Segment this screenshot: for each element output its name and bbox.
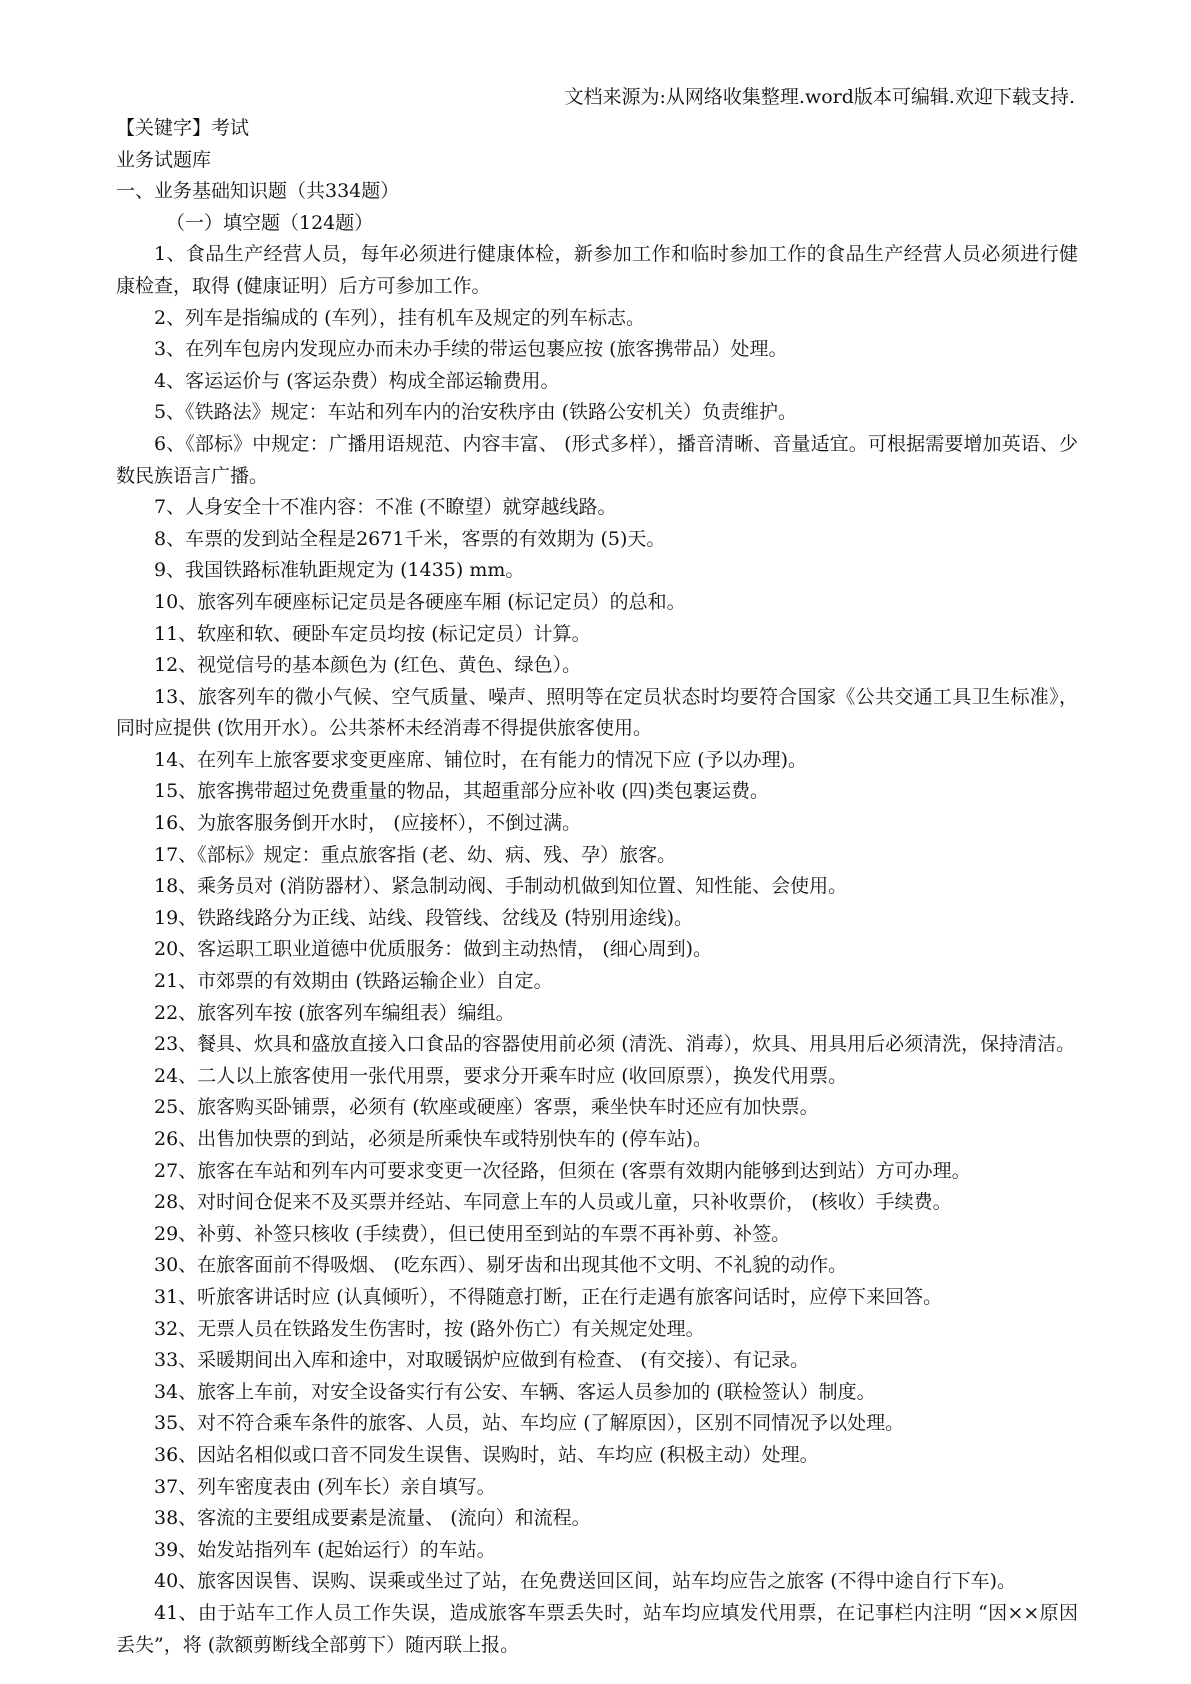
question-item-2: 2、列车是指编成的 (车列），挂有机车及规定的列车标志。	[154, 306, 646, 329]
question-item-9: 9、我国铁路标准轨距规定为 (1435) mm。	[154, 559, 525, 582]
question-item-19: 19、铁路线路分为正线、站线、段管线、岔线及 (特别用途线)。	[154, 906, 694, 929]
question-item-7: 7、人身安全十不准内容：不准 (不瞭望）就穿越线路。	[154, 496, 617, 519]
question-item-29: 29、补剪、补签只核收 (手续费），但已使用至到站的车票不再补剪、补签。	[154, 1222, 791, 1245]
question-item-27: 27、旅客在车站和列车内可要求变更一次径路，但须在 (客票有效期内能够到达到站）方可办理。	[154, 1159, 971, 1182]
question-item-21: 21、市郊票的有效期由 (铁路运输企业）自定。	[154, 970, 553, 993]
question-item-10: 10、旅客列车硬座标记定员是各硬座车厢 (标记定员）的总和。	[154, 590, 686, 613]
source-note: 文档来源为:从网络收集整理.word版本可编辑.欢迎下载支持.	[564, 86, 1075, 108]
question-item-5: 5、《铁路法》规定：车站和列车内的治安秩序由 (铁路公安机关）负责维护。	[154, 401, 798, 424]
question-item-41: 41、由于站车工作人员工作失误，造成旅客车票丢失时，站车均应填发代用票，在记事栏内注明 “因××原因丢失”，将 (款额剪断线全部剪下）随丙联上报。	[116, 1601, 1078, 1656]
question-item-20: 20、客运职工职业道德中优质服务：做到主动热情， (细心周到)。	[154, 938, 713, 961]
keywords-line: 【关键字】考试	[116, 117, 250, 139]
question-item-32: 32、无票人员在铁路发生伤害时，按 (路外伤亡）有关规定处理。	[154, 1317, 705, 1340]
question-item-17: 17、《部标》规定：重点旅客指 (老、幼、病、残、孕）旅客。	[154, 843, 677, 866]
question-item-14: 14、在列车上旅客要求变更座席、铺位时，在有能力的情况下应 (予以办理)。	[154, 748, 808, 771]
question-item-16: 16、为旅客服务倒开水时， (应接杯），不倒过满。	[154, 812, 582, 835]
question-item-4: 4、客运运价与 (客运杂费）构成全部运输费用。	[154, 369, 560, 392]
question-item-11: 11、软座和软、硬卧车定员均按 (标记定员）计算。	[154, 622, 591, 645]
question-item-15: 15、旅客携带超过免费重量的物品，其超重部分应补收 (四)类包裹运费。	[154, 780, 770, 803]
question-item-40: 40、旅客因误售、误购、误乘或坐过了站，在免费送回区间，站车均应告之旅客 (不得中途自行下车)。	[154, 1570, 1017, 1593]
question-item-6: 6、《部标》中规定：广播用语规范、内容丰富、 (形式多样），播音清晰、音量适宜。可根据需要增加英语、少数民族语言广播。	[116, 432, 1078, 487]
question-item-30: 30、在旅客面前不得吸烟、 (吃东西）、剔牙齿和出现其他不文明、不礼貌的动作。	[154, 1254, 848, 1277]
document-title: 业务试题库	[116, 148, 212, 171]
section-heading: 一、业务基础知识题（共334题）	[116, 180, 400, 203]
question-item-12: 12、视觉信号的基本颜色为 (红色、黄色、绿色）。	[154, 654, 582, 677]
question-item-28: 28、对时间仓促来不及买票并经站、车同意上车的人员或儿童，只补收票价， (核收）手续费。	[154, 1191, 952, 1214]
question-item-39: 39、始发站指列车 (起始运行）的车站。	[154, 1538, 496, 1561]
question-item-25: 25、旅客购买卧铺票，必须有 (软座或硬座）客票，乘坐快车时还应有加快票。	[154, 1096, 819, 1119]
question-item-13: 13、旅客列车的微小气候、空气质量、噪声、照明等在定员状态时均要符合国家《公共交通工具卫生标准》，同时应提供 (饮用开水）。公共茶杯未经消毒不得提供旅客使用。	[116, 685, 1078, 740]
question-item-31: 31、听旅客讲话时应 (认真倾听），不得随意打断，正在行走遇有旅客问话时，应停下来回答。	[154, 1285, 943, 1308]
question-item-18: 18、乘务员对 (消防器材）、紧急制动阀、手制动机做到知位置、知性能、会使用。	[154, 875, 848, 898]
question-item-38: 38、客流的主要组成要素是流量、 (流向）和流程。	[154, 1507, 591, 1530]
question-item-36: 36、因站名相似或口音不同发生误售、误购时，站、车均应 (积极主动）处理。	[154, 1443, 819, 1466]
question-item-1: 1、食品生产经营人员，每年必须进行健康体检，新参加工作和临时参加工作的食品生产经营人员必须进行健康检查，取得 (健康证明）后方可参加工作。	[116, 243, 1078, 297]
question-item-24: 24、二人以上旅客使用一张代用票，要求分开乘车时应 (收回原票），换发代用票。	[154, 1064, 848, 1087]
question-item-23: 23、餐具、炊具和盛放直接入口食品的容器使用前必须 (清洗、消毒），炊具、用具用后必须清洗，保持清洁。	[154, 1033, 1076, 1056]
question-item-33: 33、采暖期间出入库和途中，对取暖锅炉应做到有检查、 (有交接）、有记录。	[154, 1349, 810, 1372]
document-body	[116, 113, 1078, 1661]
question-item-26: 26、出售加快票的到站，必须是所乘快车或特别快车的 (停车站)。	[154, 1128, 713, 1150]
question-item-37: 37、列车密度表由 (列车长）亲自填写。	[154, 1475, 496, 1498]
subsection-heading: （一）填空题（124题）	[166, 211, 374, 234]
question-item-8: 8、车票的发到站全程是2671千米，客票的有效期为 (5)天。	[154, 527, 666, 550]
question-item-34: 34、旅客上车前，对安全设备实行有公安、车辆、客运人员参加的 (联检签认）制度。	[154, 1380, 876, 1403]
question-item-35: 35、对不符合乘车条件的旅客、人员，站、车均应 (了解原因），区别不同情况予以处理。	[154, 1412, 905, 1435]
question-item-22: 22、旅客列车按 (旅客列车编组表）编组。	[154, 1001, 515, 1024]
question-item-3: 3、在列车包房内发现应办而未办手续的带运包裹应按 (旅客携带品）处理。	[154, 338, 788, 361]
